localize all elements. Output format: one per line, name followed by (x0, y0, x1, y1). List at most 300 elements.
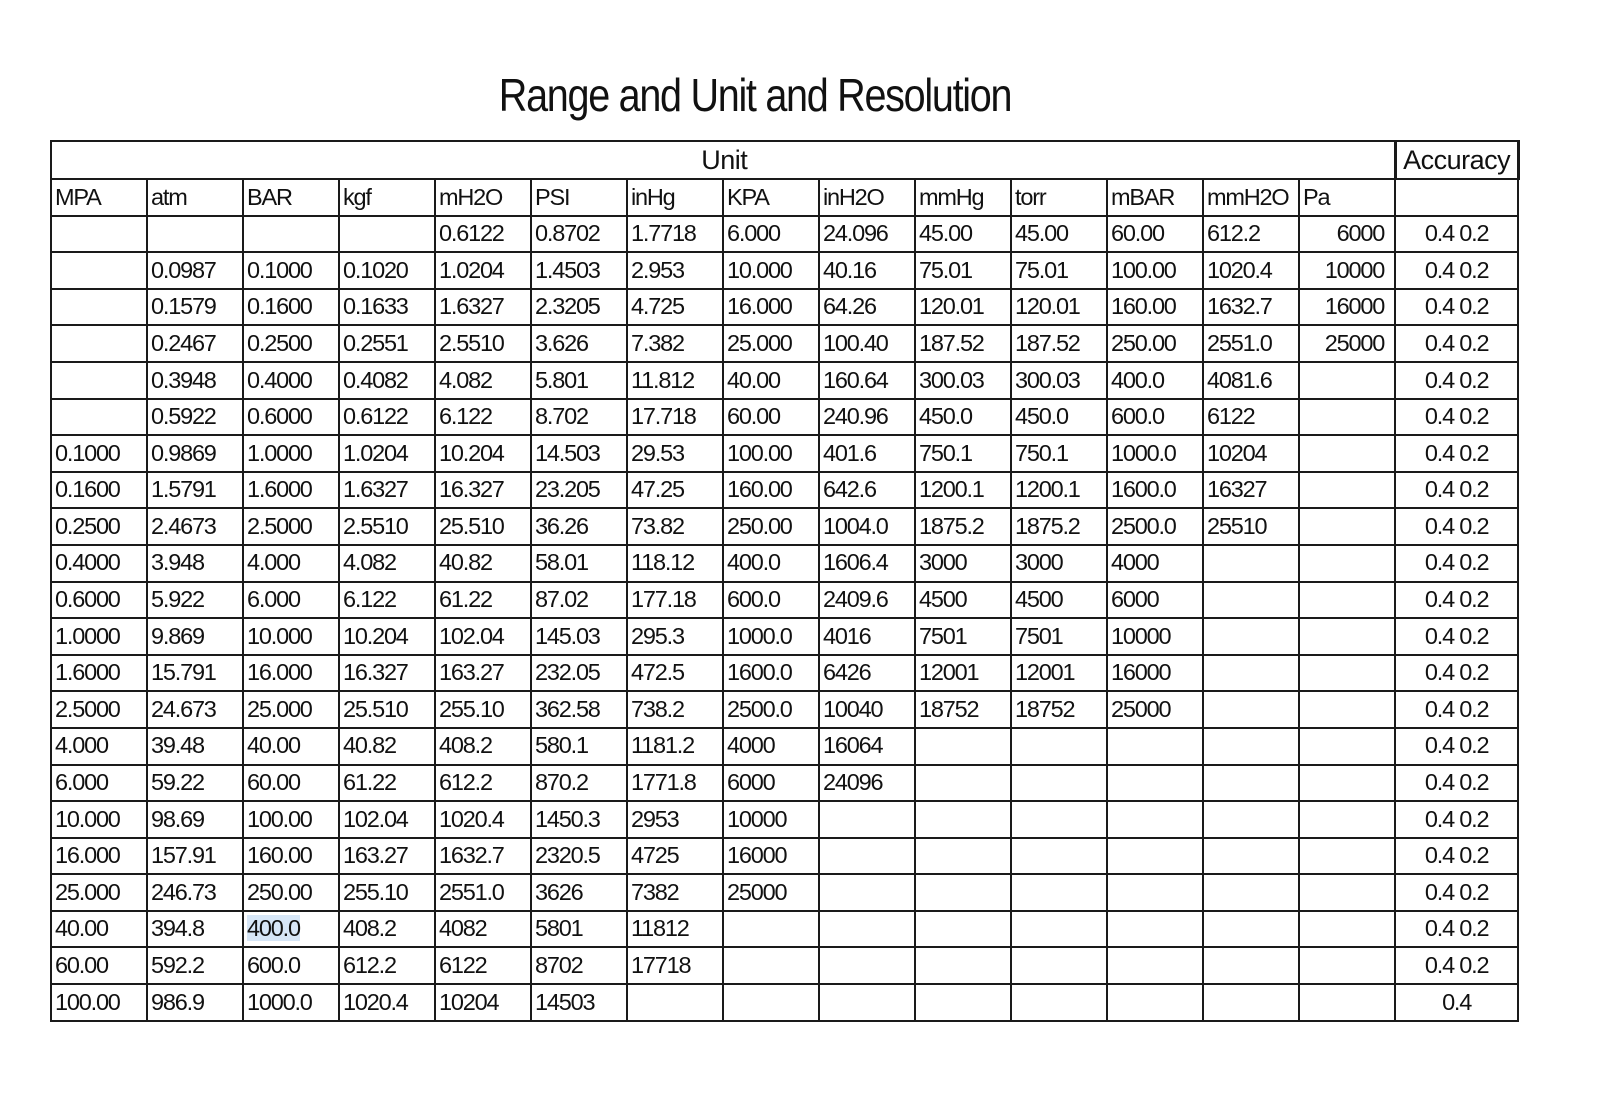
table-cell (1299, 911, 1395, 948)
table-cell (1011, 801, 1107, 838)
table-cell: 75.01 (915, 252, 1011, 289)
table-cell (243, 911, 339, 948)
table-cell: 0.8702 (531, 216, 627, 253)
table-cell (1299, 472, 1395, 509)
table-cell (1107, 838, 1203, 875)
table-cell: 2.5000 (243, 508, 339, 545)
accuracy-cell: 0.4 0.2 (1395, 325, 1518, 362)
table-cell (1107, 874, 1203, 911)
table-cell: 4.082 (339, 545, 435, 582)
table-cell: 2500.0 (1107, 508, 1203, 545)
table-cell: 61.22 (435, 582, 531, 619)
table-cell: 163.27 (435, 655, 531, 692)
table-cell (915, 947, 1011, 984)
table-cell: 4000 (1107, 545, 1203, 582)
table-cell: 6122 (435, 947, 531, 984)
table-cell: 1200.1 (915, 472, 1011, 509)
table-cell: 157.91 (147, 838, 243, 875)
page-title: Range and Unit and Resolution (498, 69, 1012, 121)
table-cell: 1.0000 (51, 618, 147, 655)
table-cell: 1200.1 (1011, 472, 1107, 509)
table-cell: 1.0204 (435, 252, 531, 289)
table-cell (51, 325, 147, 362)
table-cell: 25.000 (51, 874, 147, 911)
table-cell: 1004.0 (819, 508, 915, 545)
table-cell: 3626 (531, 874, 627, 911)
table-row (51, 289, 1518, 326)
table-row (51, 984, 1518, 1021)
table-cell: 17718 (627, 947, 723, 984)
table-cell: 642.6 (819, 472, 915, 509)
table-cell: 4500 (1011, 582, 1107, 619)
group-header-row (51, 141, 1518, 179)
table-cell: 6.122 (339, 582, 435, 619)
table-cell (819, 874, 915, 911)
column-header-atm: atm (147, 179, 243, 216)
table-cell (1107, 765, 1203, 802)
table-cell: 246.73 (147, 874, 243, 911)
table-cell (147, 216, 243, 253)
table-cell: 24096 (819, 765, 915, 802)
table-cell: 10.000 (723, 252, 819, 289)
column-header-mbar: mBAR (1107, 179, 1203, 216)
table-row (51, 582, 1518, 619)
table-cell: 60.00 (51, 947, 147, 984)
table-cell (1299, 545, 1395, 582)
table-cell: 40.00 (243, 728, 339, 765)
table-cell (1299, 984, 1395, 1021)
table-cell: 36.26 (531, 508, 627, 545)
table-cell (1107, 728, 1203, 765)
table-cell: 4016 (819, 618, 915, 655)
table-cell (915, 728, 1011, 765)
column-header-kpa: KPA (723, 179, 819, 216)
table-cell: 1181.2 (627, 728, 723, 765)
table-cell (915, 765, 1011, 802)
table-cell: 8702 (531, 947, 627, 984)
table-cell: 73.82 (627, 508, 723, 545)
table-row (51, 252, 1518, 289)
unit-group-header: Unit (51, 141, 1395, 179)
table-cell: 300.03 (1011, 362, 1107, 399)
accuracy-cell: 0.4 0.2 (1395, 582, 1518, 619)
table-cell: 160.64 (819, 362, 915, 399)
accuracy-cell: 0.4 0.2 (1395, 801, 1518, 838)
table-cell (819, 984, 915, 1021)
table-cell: 1020.4 (1203, 252, 1299, 289)
column-header-accuracy (1395, 179, 1518, 216)
table-cell (243, 216, 339, 253)
table-cell: 612.2 (1203, 216, 1299, 253)
table-cell (1203, 801, 1299, 838)
table-cell (1299, 947, 1395, 984)
table-cell (915, 911, 1011, 948)
table-cell: 120.01 (1011, 289, 1107, 326)
table-cell: 0.9869 (147, 435, 243, 472)
table-row (51, 838, 1518, 875)
table-cell: 29.53 (627, 435, 723, 472)
table-cell: 2320.5 (531, 838, 627, 875)
table-cell: 0.2551 (339, 325, 435, 362)
table-cell: 18752 (1011, 691, 1107, 728)
table-cell: 400.0 (1107, 362, 1203, 399)
table-cell: 4500 (915, 582, 1011, 619)
table-cell: 4081.6 (1203, 362, 1299, 399)
table-row (51, 216, 1518, 253)
table-cell: 100.00 (1107, 252, 1203, 289)
table-cell: 3000 (915, 545, 1011, 582)
table-cell (1299, 435, 1395, 472)
table-cell: 1632.7 (1203, 289, 1299, 326)
table-cell: 6.122 (435, 399, 531, 436)
table-cell: 1020.4 (339, 984, 435, 1021)
table-cell (723, 911, 819, 948)
accuracy-cell: 0.4 0.2 (1395, 728, 1518, 765)
table-cell: 6000 (1299, 216, 1395, 253)
table-cell: 0.1600 (243, 289, 339, 326)
table-cell: 45.00 (915, 216, 1011, 253)
table-cell: 10040 (819, 691, 915, 728)
table-cell: 240.96 (819, 399, 915, 436)
table-cell: 0.6122 (435, 216, 531, 253)
table-row (51, 618, 1518, 655)
table-cell: 250.00 (723, 508, 819, 545)
table-cell: 300.03 (915, 362, 1011, 399)
table-cell: 60.00 (723, 399, 819, 436)
table-cell: 401.6 (819, 435, 915, 472)
accuracy-cell: 0.4 0.2 (1395, 911, 1518, 948)
accuracy-cell: 0.4 (1395, 984, 1518, 1021)
table-cell: 4725 (627, 838, 723, 875)
table-cell: 2.5510 (339, 508, 435, 545)
table-cell: 3.948 (147, 545, 243, 582)
table-cell: 25000 (1107, 691, 1203, 728)
table-cell: 40.00 (723, 362, 819, 399)
table-cell: 472.5 (627, 655, 723, 692)
table-cell: 3000 (1011, 545, 1107, 582)
table-cell (1011, 838, 1107, 875)
table-cell (1203, 984, 1299, 1021)
table-row (51, 801, 1518, 838)
table-cell: 1600.0 (723, 655, 819, 692)
column-header-row (51, 179, 1518, 216)
table-cell: 1.0204 (339, 435, 435, 472)
table-cell: 25.000 (243, 691, 339, 728)
table-cell (1203, 911, 1299, 948)
table-cell: 160.00 (243, 838, 339, 875)
table-cell (1299, 801, 1395, 838)
table-cell: 1632.7 (435, 838, 531, 875)
table-row (51, 435, 1518, 472)
table-cell: 16064 (819, 728, 915, 765)
table-cell: 16.000 (723, 289, 819, 326)
column-header-mmhg: mmHg (915, 179, 1011, 216)
table-cell: 160.00 (1107, 289, 1203, 326)
table-cell: 16.000 (51, 838, 147, 875)
table-cell: 2409.6 (819, 582, 915, 619)
table-cell: 23.205 (531, 472, 627, 509)
table-cell: 1020.4 (435, 801, 531, 838)
table-cell: 4000 (723, 728, 819, 765)
accuracy-cell: 0.4 0.2 (1395, 252, 1518, 289)
accuracy-cell: 0.4 0.2 (1395, 289, 1518, 326)
table-cell: 4.000 (51, 728, 147, 765)
table-cell: 24.673 (147, 691, 243, 728)
table-cell: 64.26 (819, 289, 915, 326)
table-cell: 5.922 (147, 582, 243, 619)
table-cell (1203, 655, 1299, 692)
table-cell: 1.5791 (147, 472, 243, 509)
column-header-psi: PSI (531, 179, 627, 216)
table-cell: 600.0 (723, 582, 819, 619)
table-cell: 4.082 (435, 362, 531, 399)
table-cell (1203, 765, 1299, 802)
table-cell: 8.702 (531, 399, 627, 436)
table-cell: 60.00 (243, 765, 339, 802)
table-cell: 1.6327 (435, 289, 531, 326)
table-cell (1107, 947, 1203, 984)
table-row (51, 472, 1518, 509)
table-cell: 1450.3 (531, 801, 627, 838)
table-cell: 986.9 (147, 984, 243, 1021)
column-header-inhg: inHg (627, 179, 723, 216)
table-cell (1203, 545, 1299, 582)
table-cell: 2953 (627, 801, 723, 838)
table-cell: 16.000 (243, 655, 339, 692)
table-cell: 16000 (1107, 655, 1203, 692)
column-header-mpa: MPA (51, 179, 147, 216)
table-cell: 0.3948 (147, 362, 243, 399)
table-cell: 25.510 (435, 508, 531, 545)
table-cell (1299, 655, 1395, 692)
table-cell: 10000 (1299, 252, 1395, 289)
table-cell (1203, 618, 1299, 655)
table-cell: 2.5510 (435, 325, 531, 362)
table-cell: 362.58 (531, 691, 627, 728)
accuracy-cell: 0.4 0.2 (1395, 838, 1518, 875)
table-cell (1299, 874, 1395, 911)
table-cell (1299, 838, 1395, 875)
accuracy-cell: 0.4 0.2 (1395, 399, 1518, 436)
table-cell (339, 216, 435, 253)
table-cell: 0.4000 (51, 545, 147, 582)
table-row (51, 362, 1518, 399)
table-cell: 40.82 (435, 545, 531, 582)
table-cell: 187.52 (1011, 325, 1107, 362)
table-cell: 0.1000 (243, 252, 339, 289)
table-cell: 40.82 (339, 728, 435, 765)
table-cell: 232.05 (531, 655, 627, 692)
table-cell: 100.00 (51, 984, 147, 1021)
table-cell: 1.6327 (339, 472, 435, 509)
table-cell (1203, 874, 1299, 911)
table-cell: 47.25 (627, 472, 723, 509)
table-cell: 18752 (915, 691, 1011, 728)
table-cell: 4.725 (627, 289, 723, 326)
table-row (51, 691, 1518, 728)
table-cell: 40.16 (819, 252, 915, 289)
table-cell: 187.52 (915, 325, 1011, 362)
table-cell (1107, 911, 1203, 948)
table-cell: 750.1 (915, 435, 1011, 472)
table-cell (1203, 582, 1299, 619)
table-cell: 0.6000 (243, 399, 339, 436)
table-cell (1299, 508, 1395, 545)
selected-text: 400.0 (247, 915, 300, 942)
table-cell: 750.1 (1011, 435, 1107, 472)
table-cell: 5801 (531, 911, 627, 948)
table-cell: 255.10 (435, 691, 531, 728)
accuracy-cell: 0.4 0.2 (1395, 435, 1518, 472)
table-cell: 16000 (1299, 289, 1395, 326)
table-row (51, 947, 1518, 984)
table-cell: 6426 (819, 655, 915, 692)
table-cell: 1.4503 (531, 252, 627, 289)
table-cell (51, 252, 147, 289)
table-cell: 738.2 (627, 691, 723, 728)
table-cell: 250.00 (243, 874, 339, 911)
table-cell: 1875.2 (1011, 508, 1107, 545)
table-cell: 2551.0 (435, 874, 531, 911)
table-cell: 40.00 (51, 911, 147, 948)
table-cell (1299, 728, 1395, 765)
table-cell (51, 399, 147, 436)
table-cell: 2500.0 (723, 691, 819, 728)
table-cell: 612.2 (339, 947, 435, 984)
table-cell (915, 838, 1011, 875)
table-cell: 4.000 (243, 545, 339, 582)
table-cell: 10000 (723, 801, 819, 838)
table-cell: 6122 (1203, 399, 1299, 436)
table-cell: 5.801 (531, 362, 627, 399)
table-cell (1011, 728, 1107, 765)
table-cell (723, 947, 819, 984)
table-cell: 12001 (915, 655, 1011, 692)
table-cell: 1600.0 (1107, 472, 1203, 509)
table-cell: 612.2 (435, 765, 531, 802)
table-cell: 10204 (1203, 435, 1299, 472)
table-cell: 7.382 (627, 325, 723, 362)
table-cell: 1000.0 (243, 984, 339, 1021)
table-cell: 2.3205 (531, 289, 627, 326)
table-cell: 400.0 (723, 545, 819, 582)
table-cell: 7501 (915, 618, 1011, 655)
table-row (51, 399, 1518, 436)
table-cell: 6.000 (723, 216, 819, 253)
table-cell: 0.6122 (339, 399, 435, 436)
table-cell (51, 362, 147, 399)
table-cell: 163.27 (339, 838, 435, 875)
table-row (51, 508, 1518, 545)
accuracy-cell: 0.4 0.2 (1395, 545, 1518, 582)
column-header-inh2o: inH2O (819, 179, 915, 216)
table-cell: 6.000 (51, 765, 147, 802)
table-cell: 16000 (723, 838, 819, 875)
table-cell: 61.22 (339, 765, 435, 802)
table-cell: 14503 (531, 984, 627, 1021)
table-cell: 2.5000 (51, 691, 147, 728)
accuracy-cell: 0.4 0.2 (1395, 216, 1518, 253)
table-row (51, 325, 1518, 362)
table-cell: 16.327 (435, 472, 531, 509)
table-cell: 15.791 (147, 655, 243, 692)
table-cell: 145.03 (531, 618, 627, 655)
table-cell: 14.503 (531, 435, 627, 472)
table-cell: 2551.0 (1203, 325, 1299, 362)
table-row (51, 765, 1518, 802)
table-cell (1299, 618, 1395, 655)
table-cell: 6000 (1107, 582, 1203, 619)
accuracy-header: Accuracy (1395, 141, 1518, 179)
table-cell: 0.4082 (339, 362, 435, 399)
table-cell: 295.3 (627, 618, 723, 655)
table-cell (1011, 947, 1107, 984)
table-cell: 60.00 (1107, 216, 1203, 253)
table-cell (1107, 801, 1203, 838)
table-cell: 16327 (1203, 472, 1299, 509)
column-header-kgf: kgf (339, 179, 435, 216)
table-cell: 45.00 (1011, 216, 1107, 253)
table-cell: 11.812 (627, 362, 723, 399)
table-cell: 408.2 (339, 911, 435, 948)
table-cell (1203, 691, 1299, 728)
table-cell: 102.04 (339, 801, 435, 838)
table-cell: 1.7718 (627, 216, 723, 253)
table-cell: 450.0 (1011, 399, 1107, 436)
table-cell: 17.718 (627, 399, 723, 436)
table-cell: 450.0 (915, 399, 1011, 436)
column-header-mh2o: mH2O (435, 179, 531, 216)
table-cell: 0.1020 (339, 252, 435, 289)
table-cell (51, 289, 147, 326)
table-cell: 118.12 (627, 545, 723, 582)
table-cell: 2.953 (627, 252, 723, 289)
table-cell (1299, 362, 1395, 399)
table-row (51, 911, 1518, 948)
accuracy-cell: 0.4 0.2 (1395, 765, 1518, 802)
table-cell: 6000 (723, 765, 819, 802)
table-cell: 160.00 (723, 472, 819, 509)
table-cell (51, 216, 147, 253)
table-row (51, 874, 1518, 911)
table-cell: 39.48 (147, 728, 243, 765)
table-cell: 6.000 (243, 582, 339, 619)
table-cell: 25510 (1203, 508, 1299, 545)
table-cell (1011, 874, 1107, 911)
table-cell: 0.1600 (51, 472, 147, 509)
table-cell (1299, 399, 1395, 436)
table-cell: 10.000 (51, 801, 147, 838)
table-cell: 10204 (435, 984, 531, 1021)
table-cell: 3.626 (531, 325, 627, 362)
table-cell: 10000 (1107, 618, 1203, 655)
table-cell: 87.02 (531, 582, 627, 619)
table-cell: 1000.0 (1107, 435, 1203, 472)
table-cell: 0.2467 (147, 325, 243, 362)
table-cell: 9.869 (147, 618, 243, 655)
table-cell: 7501 (1011, 618, 1107, 655)
table-cell (819, 801, 915, 838)
column-header-mmh2o: mmH2O (1203, 179, 1299, 216)
table-cell: 255.10 (339, 874, 435, 911)
table-row (51, 728, 1518, 765)
table-cell: 98.69 (147, 801, 243, 838)
table-cell: 25.510 (339, 691, 435, 728)
table-cell: 120.01 (915, 289, 1011, 326)
table-cell: 24.096 (819, 216, 915, 253)
table-row (51, 655, 1518, 692)
table-cell: 25000 (723, 874, 819, 911)
